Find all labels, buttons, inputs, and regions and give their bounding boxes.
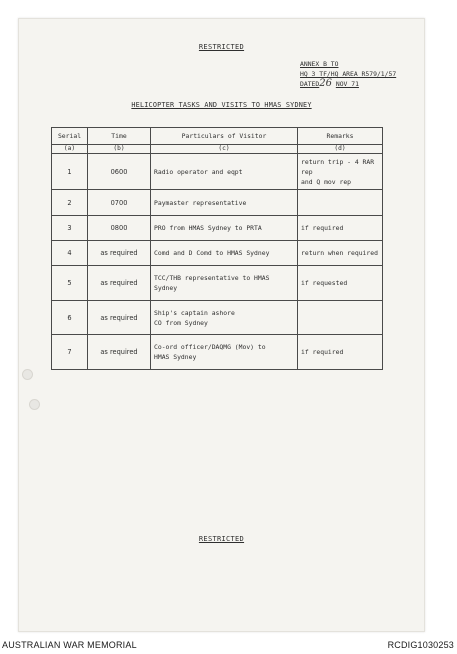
particulars-line: HMAS Sydney [154, 353, 197, 361]
cell-remarks [298, 154, 383, 190]
dated-month-year: NOV 71 [335, 80, 359, 88]
classification-footer: RESTRICTED [198, 535, 245, 543]
particulars-line: Radio operator and eqpt [154, 167, 243, 176]
cell-time: 0700 [88, 190, 151, 216]
cell-time: as required [88, 241, 151, 266]
table-row [52, 266, 383, 301]
document-title: HELICOPTER TASKS AND VISITS TO HMAS SYDNEY [131, 101, 312, 109]
punch-hole [29, 399, 40, 410]
remarks-line: if requested [301, 279, 348, 287]
cell-time: 0600 [88, 154, 151, 190]
particulars-line: Sydney [154, 284, 178, 292]
letter-c: (c) [151, 145, 298, 154]
table-header-row [52, 128, 383, 145]
cell-remarks [298, 335, 383, 370]
dated-day: 26 [319, 78, 332, 89]
header-remarks: Remarks [298, 128, 383, 145]
remarks-line: if required [301, 348, 344, 356]
cell-serial: 1 [52, 154, 88, 190]
cell-remarks [298, 190, 383, 216]
cell-time: 0800 [88, 216, 151, 241]
header-time: Time [88, 128, 151, 145]
remarks-line: if required [301, 224, 344, 232]
cell-serial: 6 [52, 301, 88, 335]
particulars-line: PRO from HMAS Sydney to PRTA [154, 224, 262, 232]
table-row [52, 154, 383, 190]
cell-remarks [298, 266, 383, 301]
particulars-line: Paymaster representative [154, 198, 247, 207]
table-row [52, 335, 383, 370]
cell-particulars [151, 335, 298, 370]
tasks-table [51, 127, 383, 370]
archive-footer [0, 634, 457, 654]
table-row [52, 190, 383, 216]
cell-serial: 2 [52, 190, 88, 216]
document-page [18, 18, 425, 632]
annex-reference: HQ 3 TF/HQ AREA R579/1/57 [300, 70, 397, 78]
cell-particulars [151, 154, 298, 190]
cell-serial: 4 [52, 241, 88, 266]
cell-time: as required [88, 301, 151, 335]
cell-serial: 7 [52, 335, 88, 370]
archive-id: RCDIG1030253 [387, 640, 454, 650]
particulars-line: Comd and D Comd to HMAS Sydney [154, 249, 270, 257]
particulars-line: CO from Sydney [154, 318, 208, 327]
cell-remarks [298, 216, 383, 241]
table-letter-row [52, 145, 383, 154]
letter-a: (a) [52, 145, 88, 154]
particulars-line: TCC/THB representative to HMAS [154, 274, 270, 282]
table-row [52, 216, 383, 241]
remarks-line: return when required [301, 249, 378, 257]
remarks-line: and Q mov rep [301, 177, 352, 186]
table-row [52, 301, 383, 335]
dated-label: DATED [300, 80, 320, 88]
punch-hole [22, 369, 33, 380]
annex-dated [300, 79, 396, 89]
cell-particulars [151, 266, 298, 301]
classification-header: RESTRICTED [198, 43, 245, 51]
particulars-line: Ship's captain ashore [154, 308, 235, 317]
cell-particulars [151, 216, 298, 241]
cell-time: as required [88, 335, 151, 370]
annex-line: ANNEX B TO [300, 60, 339, 68]
cell-remarks [298, 241, 383, 266]
cell-remarks [298, 301, 383, 335]
cell-particulars [151, 241, 298, 266]
cell-serial: 5 [52, 266, 88, 301]
cell-particulars [151, 301, 298, 335]
header-particulars: Particulars of Visitor [151, 128, 298, 145]
cell-time: as required [88, 266, 151, 301]
header-serial: Serial [52, 128, 88, 145]
cell-particulars [151, 190, 298, 216]
particulars-line: Co-ord officer/DAQMG (Mov) to [154, 343, 266, 351]
remarks-line: return trip - 4 RAR rep [301, 157, 375, 176]
letter-b: (b) [88, 145, 151, 154]
table-row [52, 241, 383, 266]
cell-serial: 3 [52, 216, 88, 241]
letter-d: (d) [298, 145, 383, 154]
archive-name: AUSTRALIAN WAR MEMORIAL [2, 640, 137, 650]
annex-block [300, 59, 396, 89]
